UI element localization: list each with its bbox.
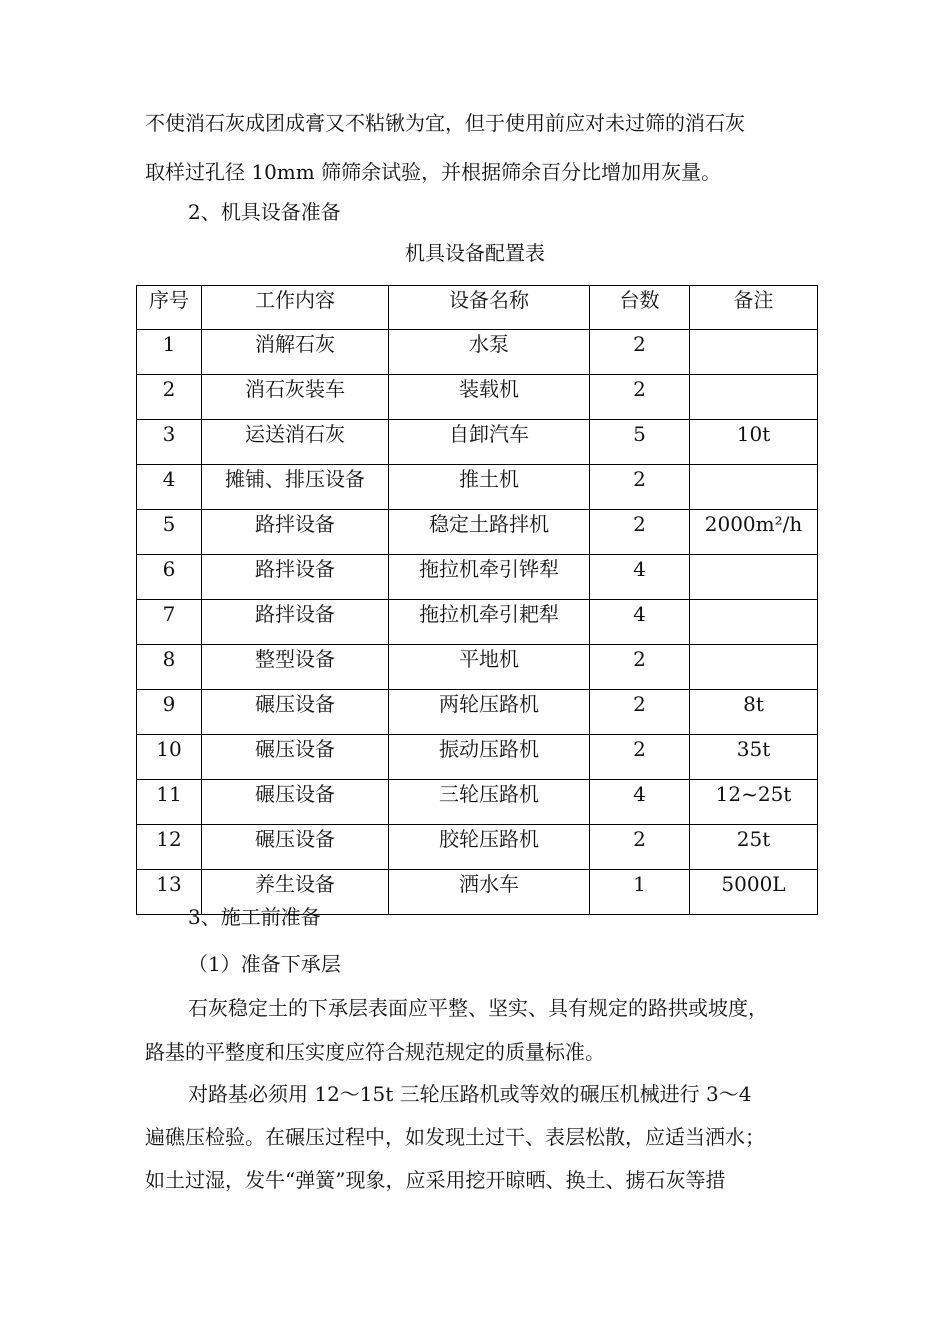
table-cell: 稳定土路拌机 (389, 510, 590, 555)
table-cell: 路拌设备 (202, 555, 389, 600)
table-cell: 装载机 (389, 375, 590, 420)
table-cell: 2 (590, 510, 690, 555)
table-cell: 8t (690, 690, 818, 735)
table-cell: 4 (590, 600, 690, 645)
table-row (137, 780, 818, 825)
paragraph-line: 遍礁压检验。在碾压过程中，如发现土过干、表层松散，应适当洒水； (145, 1125, 765, 1149)
table-cell: 2 (590, 375, 690, 420)
table-cell: 路拌设备 (202, 600, 389, 645)
paragraph-line: 对路基必须用 12～15t 三轮压路机或等效的碾压机械进行 3～4 (188, 1082, 752, 1106)
table-cell: 2 (590, 825, 690, 870)
table-row (137, 465, 818, 510)
table-row (137, 735, 818, 780)
table-row (137, 645, 818, 690)
table-cell: 4 (137, 465, 202, 510)
table-cell: 8 (137, 645, 202, 690)
table-cell: 12 (137, 825, 202, 870)
table-cell: 10t (690, 420, 818, 465)
table-cell: 9 (137, 690, 202, 735)
table-header-cell: 工作内容 (202, 286, 389, 330)
table-cell: 拖拉机牵引铧犁 (389, 555, 590, 600)
equipment-table (136, 285, 818, 915)
table-cell: 推土机 (389, 465, 590, 510)
table-cell: 5 (137, 510, 202, 555)
table-cell: 11 (137, 780, 202, 825)
table-title: 机具设备配置表 (405, 241, 545, 265)
table-cell: 消解石灰 (202, 330, 389, 375)
table-row (137, 825, 818, 870)
table-cell: 2 (590, 735, 690, 780)
table-cell: 养生设备 (202, 870, 389, 915)
table-row (137, 600, 818, 645)
table-cell (690, 465, 818, 510)
paragraph-line: 石灰稳定土的下承层表面应平整、坚实、具有规定的路拱或坡度， (188, 996, 768, 1020)
table-header-cell: 序号 (137, 286, 202, 330)
table-cell: 运送消石灰 (202, 420, 389, 465)
paragraph-line: 路基的平整度和压实度应符合规范规定的质量标准。 (145, 1040, 605, 1064)
table-cell: 振动压路机 (389, 735, 590, 780)
table-cell: 平地机 (389, 645, 590, 690)
subsection-heading: （1）准备下承层 (188, 952, 341, 976)
table-cell: 5000L (690, 870, 818, 915)
table-row (137, 330, 818, 375)
table-cell: 洒水车 (389, 870, 590, 915)
table-header-cell: 备注 (690, 286, 818, 330)
table-cell: 碾压设备 (202, 825, 389, 870)
table-cell: 三轮压路机 (389, 780, 590, 825)
table-cell (690, 555, 818, 600)
table-header-row (137, 286, 818, 330)
table-cell: 摊铺、排压设备 (202, 465, 389, 510)
table-cell: 2 (590, 465, 690, 510)
table-header-cell: 设备名称 (389, 286, 590, 330)
table-cell: 5 (590, 420, 690, 465)
table-cell: 4 (590, 555, 690, 600)
paragraph-line: 不使消石灰成团成膏又不粘锹为宜，但于使用前应对未过筛的消石灰 (145, 111, 745, 135)
section-heading-equipment: 2、机具设备准备 (188, 200, 341, 224)
table-cell: 13 (137, 870, 202, 915)
table-cell: 碾压设备 (202, 690, 389, 735)
table-cell: 7 (137, 600, 202, 645)
paragraph-line: 取样过孔径 10mm 筛筛余试验，并根据筛余百分比增加用灰量。 (145, 160, 722, 184)
table-cell: 胶轮压路机 (389, 825, 590, 870)
table-cell: 25t (690, 825, 818, 870)
table-row (137, 420, 818, 465)
table-cell: 10 (137, 735, 202, 780)
table-cell: 自卸汽车 (389, 420, 590, 465)
table-row (137, 510, 818, 555)
table-cell: 1 (137, 330, 202, 375)
table-cell (690, 330, 818, 375)
table-cell: 2000m²/h (690, 510, 818, 555)
section-heading-preparation: 3、施工前准备 (188, 905, 321, 929)
table-cell: 6 (137, 555, 202, 600)
table-cell: 1 (590, 870, 690, 915)
table-cell: 2 (137, 375, 202, 420)
table-cell (690, 600, 818, 645)
table-row (137, 375, 818, 420)
table-header-cell: 台数 (590, 286, 690, 330)
table-cell: 碾压设备 (202, 735, 389, 780)
table-cell: 35t (690, 735, 818, 780)
paragraph-line: 如土过湿，发牛“弹簧”现象，应采用挖开晾晒、换土、掳石灰等措 (145, 1168, 726, 1192)
table-cell: 碾压设备 (202, 780, 389, 825)
table-cell: 拖拉机牵引耙犁 (389, 600, 590, 645)
table-cell: 两轮压路机 (389, 690, 590, 735)
table-cell: 路拌设备 (202, 510, 389, 555)
table-cell (690, 375, 818, 420)
table-row (137, 690, 818, 735)
table-cell: 2 (590, 645, 690, 690)
table-cell: 12~25t (690, 780, 818, 825)
table-cell: 2 (590, 690, 690, 735)
table-cell: 4 (590, 780, 690, 825)
table-cell: 2 (590, 330, 690, 375)
table-cell: 消石灰装车 (202, 375, 389, 420)
table-cell: 水泵 (389, 330, 590, 375)
table-cell (690, 645, 818, 690)
table-cell: 整型设备 (202, 645, 389, 690)
table-row (137, 555, 818, 600)
table-cell: 3 (137, 420, 202, 465)
